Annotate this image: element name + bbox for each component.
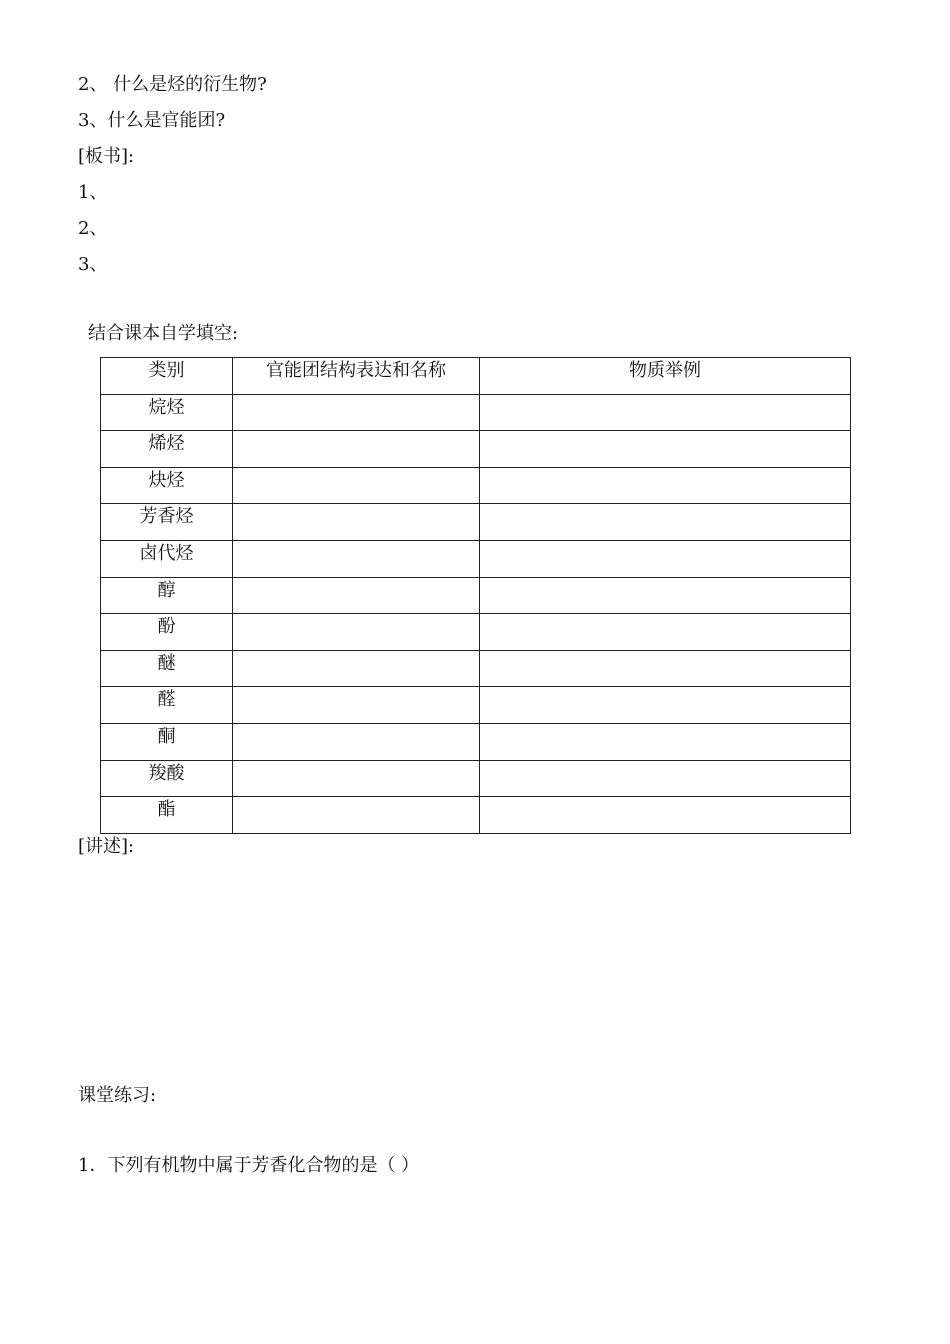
functional-group-cell[interactable] [233, 614, 480, 651]
table-row [101, 540, 851, 577]
category-cell: 烯烃 [101, 431, 233, 468]
header-example: 物质举例 [480, 358, 851, 395]
header-category: 类别 [101, 358, 233, 395]
table-row [101, 797, 851, 834]
category-cell: 醇 [101, 577, 233, 614]
table-row [101, 614, 851, 651]
category-cell: 芳香烃 [101, 504, 233, 541]
example-cell[interactable] [480, 467, 851, 504]
table-row [101, 650, 851, 687]
category-cell: 羧酸 [101, 760, 233, 797]
question-2: 2、 什么是烃的衍生物? [78, 74, 267, 95]
example-cell[interactable] [480, 687, 851, 724]
category-cell: 卤代烃 [101, 540, 233, 577]
category-cell: 酯 [101, 797, 233, 834]
example-cell[interactable] [480, 650, 851, 687]
category-cell: 醚 [101, 650, 233, 687]
example-cell[interactable] [480, 577, 851, 614]
example-cell[interactable] [480, 540, 851, 577]
lecture-label: [讲述]: [78, 836, 135, 857]
category-cell: 酮 [101, 723, 233, 760]
example-cell[interactable] [480, 394, 851, 431]
example-cell[interactable] [480, 760, 851, 797]
functional-group-cell[interactable] [233, 797, 480, 834]
table-row [101, 394, 851, 431]
example-cell[interactable] [480, 797, 851, 834]
table-row [101, 577, 851, 614]
example-cell[interactable] [480, 614, 851, 651]
functional-group-cell[interactable] [233, 504, 480, 541]
table-row [101, 431, 851, 468]
question-3: 3、什么是官能团? [78, 110, 226, 131]
functional-group-cell[interactable] [233, 687, 480, 724]
category-cell: 醛 [101, 687, 233, 724]
functional-group-cell[interactable] [233, 577, 480, 614]
functional-group-cell[interactable] [233, 540, 480, 577]
table-row [101, 687, 851, 724]
table-row [101, 467, 851, 504]
functional-group-cell[interactable] [233, 467, 480, 504]
category-cell: 酚 [101, 614, 233, 651]
category-cell: 烷烃 [101, 394, 233, 431]
exercise-label: 课堂练习: [78, 1085, 157, 1106]
functional-group-cell[interactable] [233, 650, 480, 687]
functional-group-table [100, 357, 851, 834]
table-row [101, 723, 851, 760]
board-label: [板书]: [78, 146, 135, 167]
functional-group-cell[interactable] [233, 394, 480, 431]
functional-group-cell[interactable] [233, 431, 480, 468]
functional-group-cell[interactable] [233, 760, 480, 797]
board-item-1: 1、 [78, 182, 108, 203]
example-cell[interactable] [480, 723, 851, 760]
functional-group-cell[interactable] [233, 723, 480, 760]
self-study-label: 结合课本自学填空: [88, 323, 239, 344]
example-cell[interactable] [480, 431, 851, 468]
functional-group-table-container [100, 357, 850, 834]
category-cell: 炔烃 [101, 467, 233, 504]
example-cell[interactable] [480, 504, 851, 541]
table-header-row [101, 358, 851, 395]
header-functional-group: 官能团结构表达和名称 [233, 358, 480, 395]
table-row [101, 504, 851, 541]
exercise-question-1: 1．下列有机物中属于芳香化合物的是（ ） [78, 1155, 420, 1176]
board-item-3: 3、 [78, 254, 108, 275]
table-row [101, 760, 851, 797]
board-item-2: 2、 [78, 218, 108, 239]
